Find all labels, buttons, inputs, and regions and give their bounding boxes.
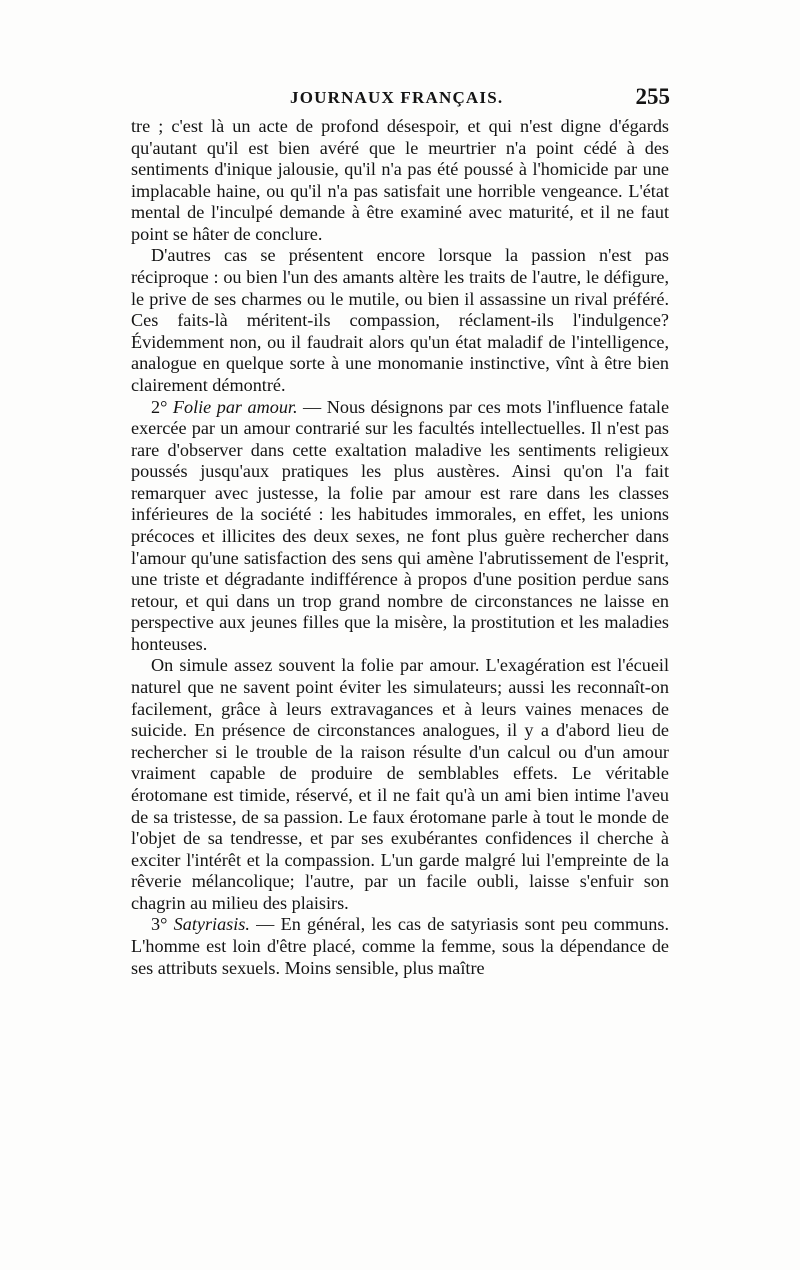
section-title: Satyriasis. xyxy=(173,914,250,935)
running-head: JOURNAUX FRANÇAIS. xyxy=(290,88,504,107)
body-text xyxy=(131,116,669,979)
section-number: 3° xyxy=(151,914,168,935)
paragraph-text: D'autres cas se présentent encore lorsque la passion n'est pas réciproque : ou bien l'un des amants altère les traits de l'autre, le défigure, le prive de ses charmes ou le mutile, ou bien il assassine un rival préféré. Ces faits-là méritent-ils compassion, réclament-ils l'indulgence? Évidemment non, ou il faudrait alors qu'un état maladif de l'intelligence, analogue en quelque sorte à une monomanie instinctive, vînt à être bien clairement démontré. xyxy=(131,245,669,395)
paragraph-text: — Nous désignons par ces mots l'influence fatale exercée par un amour contrarié sur les facultés intellectuelles. Il n'est pas rare d'observer dans cette exaltation maladive les sentiments religieux poussés jusqu'aux pratiques les plus austères. Ainsi qu'on l'a fait remarquer avec justesse, la folie par amour est rare dans les classes inférieures de la société : les habitudes immorales, en effet, les unions précoces et illicites des deux sexes, ne font plus guère rechercher dans l'amour qu'une satisfaction des sens qui amène l'abrutissement de l'esprit, une triste et dégradante indifférence à propos d'une position perdue sans retour, et qui dans un trop grand nombre de circonstances ne laisse en perspective aux jeunes filles que la misère, la prostitution et les maladies honteuses. xyxy=(131,396,670,654)
paragraph xyxy=(131,116,669,245)
paragraph xyxy=(131,655,669,914)
page-header xyxy=(130,84,670,114)
section-number: 2° xyxy=(151,396,168,417)
section-title: Folie par amour. xyxy=(172,396,298,417)
paragraph-text: tre ; c'est là un acte de profond désespoir, et qui n'est digne d'égards qu'autant qu'il est bien avéré que le meurtrier n'a point cédé à des sentiments d'inique jalousie, qu'il n'a pas été poussé à l'homicide par une implacable haine, ou qu'il n'a pas satisfait une horrible vengeance. L'état mental de l'inculpé demande à être examiné avec maturité, et il ne faut point se hâter de conclure. xyxy=(131,116,669,244)
paragraph xyxy=(131,397,669,656)
paragraph xyxy=(131,914,669,979)
paragraph-text: — En général, les cas de satyriasis sont peu communs. L'homme est loin d'être placé, comme la femme, sous la dépendance de ses attributs sexuels. Moins sensible, plus maître xyxy=(131,914,669,978)
paragraph xyxy=(131,245,669,396)
page-number: 255 xyxy=(635,84,670,109)
paragraph-text: On simule assez souvent la folie par amour. L'exagération est l'écueil naturel que ne savent point éviter les simulateurs; aussi les reconnaît-on facilement, grâce à leurs extravagances et à leurs vaines menaces de suicide. En présence de circonstances analogues, il y a d'abord lieu de rechercher si le trouble de la raison résulte d'un calcul ou d'un amour vraiment capable de produire de semblables effets. Le véritable érotomane est timide, réservé, et il ne fait qu'à un ami bien intime l'aveu de sa tristesse, de sa passion. Le faux érotomane parle à tout le monde de l'objet de sa tendresse, et par ses exubérantes confidences il cherche à exciter l'intérêt et la compassion. L'un garde malgré lui l'empreinte de la rêverie mélancolique; l'autre, par un facile oubli, laisse s'enfuir son chagrin au milieu des plaisirs. xyxy=(131,655,669,913)
